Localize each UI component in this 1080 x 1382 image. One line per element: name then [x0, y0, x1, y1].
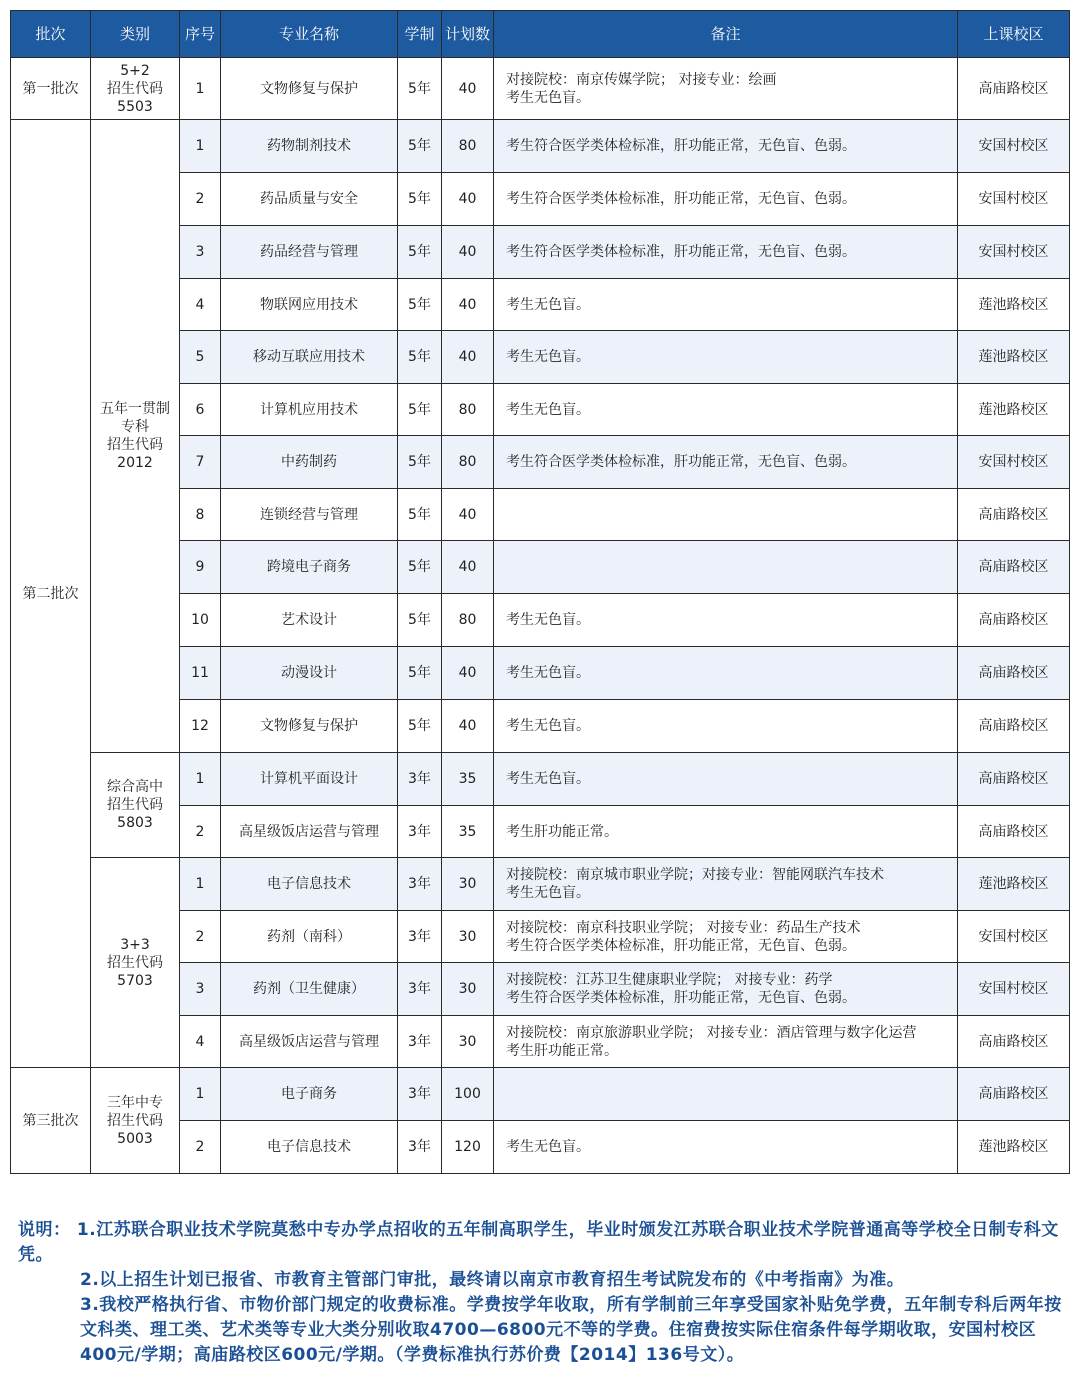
plan-cell: 40 — [442, 279, 494, 331]
category-line: 5703 — [117, 972, 153, 989]
remark-cell — [494, 963, 958, 1016]
major-cell: 计算机平面设计 — [221, 753, 398, 806]
remark-line: 考生无色盲。 — [506, 1139, 590, 1155]
campus-cell: 高庙路校区 — [958, 489, 1070, 541]
campus-cell: 安国村校区 — [958, 120, 1070, 173]
major-cell: 文物修复与保护 — [221, 700, 398, 753]
enrollment-plan-table — [10, 10, 1070, 1174]
campus-cell: 高庙路校区 — [958, 1068, 1070, 1121]
category-line: 2012 — [117, 455, 153, 471]
plan-cell: 100 — [442, 1068, 494, 1121]
remark-line: 考生无色盲。 — [506, 296, 590, 313]
major-cell: 药物制剂技术 — [221, 120, 398, 173]
category-line: 三年中专 — [107, 1094, 163, 1111]
remark-cell — [494, 1016, 958, 1068]
remark-line: 考生无色盲。 — [506, 349, 590, 365]
category-line: 5803 — [117, 815, 153, 831]
remark-line: 考生无色盲。 — [506, 401, 590, 418]
remark-line: 对接院校：南京科技职业学院； 对接专业：药品生产技术 — [506, 919, 861, 936]
campus-cell: 安国村校区 — [958, 911, 1070, 963]
batch-cell — [11, 120, 91, 1068]
remark-cell — [494, 806, 958, 858]
plan-cell: 40 — [442, 647, 494, 700]
remark-line: 对接院校：江苏卫生健康职业学院； 对接专业：药学 — [506, 972, 833, 988]
seq-cell: 4 — [180, 279, 221, 331]
campus-cell: 安国村校区 — [958, 436, 1070, 489]
major-cell: 文物修复与保护 — [221, 58, 398, 120]
category-line: 综合高中 — [107, 779, 163, 795]
remark-cell — [494, 331, 958, 384]
duration-cell: 3年 — [398, 1068, 442, 1121]
remark-line: 对接院校：南京城市职业学院；对接专业：智能网联汽车技术 — [506, 867, 884, 883]
remark-cell — [494, 700, 958, 753]
campus-cell: 高庙路校区 — [958, 700, 1070, 753]
header-campus: 上课校区 — [958, 11, 1070, 58]
seq-cell: 8 — [180, 489, 221, 541]
campus-cell: 高庙路校区 — [958, 753, 1070, 806]
remark-line: 考生符合医学类体检标准，肝功能正常，无色盲、色弱。 — [506, 454, 856, 470]
batch-label: 第一批次 — [22, 80, 79, 97]
seq-cell: 6 — [180, 384, 221, 436]
remark-line: 考生肝功能正常。 — [506, 823, 618, 840]
category-cell — [91, 58, 180, 120]
plan-cell: 80 — [442, 594, 494, 647]
major-cell: 移动互联应用技术 — [221, 331, 398, 384]
major-cell: 跨境电子商务 — [221, 541, 398, 594]
remark-cell — [494, 1121, 958, 1174]
remark-line: 考生无色盲。 — [506, 885, 590, 901]
major-cell: 药品质量与安全 — [221, 173, 398, 226]
major-cell: 电子商务 — [221, 1068, 398, 1121]
remark-cell — [494, 753, 958, 806]
remark-line: 考生无色盲。 — [506, 718, 590, 734]
duration-cell: 3年 — [398, 1121, 442, 1174]
campus-cell: 莲池路校区 — [958, 1121, 1070, 1174]
major-cell: 连锁经营与管理 — [221, 489, 398, 541]
remark-line: 考生符合医学类体检标准，肝功能正常，无色盲、色弱。 — [506, 937, 856, 954]
seq-cell: 1 — [180, 120, 221, 173]
seq-cell: 1 — [180, 753, 221, 806]
seq-cell: 2 — [180, 911, 221, 963]
remark-line: 考生符合医学类体检标准，肝功能正常，无色盲、色弱。 — [506, 191, 856, 207]
duration-cell: 3年 — [398, 963, 442, 1016]
plan-cell: 30 — [442, 858, 494, 911]
duration-cell: 3年 — [398, 858, 442, 911]
seq-cell: 7 — [180, 436, 221, 489]
seq-cell: 2 — [180, 1121, 221, 1174]
major-cell: 物联网应用技术 — [221, 279, 398, 331]
duration-cell: 5年 — [398, 436, 442, 489]
remark-line: 考生肝功能正常。 — [506, 1042, 618, 1059]
major-cell: 电子信息技术 — [221, 858, 398, 911]
remark-cell — [494, 120, 958, 173]
campus-cell: 莲池路校区 — [958, 279, 1070, 331]
plan-cell: 40 — [442, 331, 494, 384]
category-line: 5+2 — [120, 62, 150, 79]
category-line: 招生代码 — [107, 80, 163, 97]
category-line: 招生代码 — [107, 437, 163, 453]
plan-cell: 40 — [442, 700, 494, 753]
remark-cell — [494, 58, 958, 120]
remark-line: 对接院校：南京传媒学院； 对接专业：绘画 — [506, 71, 777, 88]
major-cell: 药剂（南科） — [221, 911, 398, 963]
remark-cell — [494, 911, 958, 963]
remark-line: 考生符合医学类体检标准，肝功能正常，无色盲、色弱。 — [506, 244, 856, 260]
note-line: 3.我校严格执行省、市物价部门规定的收费标准。学费按学年收取，所有学制前三年享受国家补贴免学费，五年制专科后两年按文科类、理工类、艺术类等专业大类分别收取4700—6800元不等的学费。住宿费按实际住宿条件每学期收取，安国村校区400元/学期；高庙路校区600元/学期。（学费标准执行苏价费【2014】136号文）。 — [80, 1295, 1062, 1365]
header-plan: 计划数 — [442, 11, 494, 58]
category-line: 3+3 — [120, 936, 150, 953]
duration-cell: 5年 — [398, 173, 442, 226]
batch-cell — [11, 1068, 91, 1174]
plan-cell: 80 — [442, 120, 494, 173]
header-batch: 批次 — [11, 11, 91, 58]
campus-cell: 高庙路校区 — [958, 541, 1070, 594]
remark-cell — [494, 1068, 958, 1121]
duration-cell: 3年 — [398, 753, 442, 806]
plan-cell: 30 — [442, 963, 494, 1016]
header-duration: 学制 — [398, 11, 442, 58]
category-line: 五年一贯制 — [100, 401, 170, 417]
major-cell: 计算机应用技术 — [221, 384, 398, 436]
plan-cell: 120 — [442, 1121, 494, 1174]
campus-cell: 莲池路校区 — [958, 858, 1070, 911]
seq-cell: 4 — [180, 1016, 221, 1068]
major-cell: 艺术设计 — [221, 594, 398, 647]
remark-line: 考生无色盲。 — [506, 665, 590, 681]
campus-cell: 高庙路校区 — [958, 594, 1070, 647]
table-row — [11, 120, 1070, 173]
duration-cell: 5年 — [398, 647, 442, 700]
campus-cell: 高庙路校区 — [958, 647, 1070, 700]
plan-cell: 30 — [442, 911, 494, 963]
seq-cell: 9 — [180, 541, 221, 594]
campus-cell: 安国村校区 — [958, 963, 1070, 1016]
plan-cell: 40 — [442, 489, 494, 541]
category-line: 5003 — [117, 1130, 153, 1147]
campus-cell: 高庙路校区 — [958, 806, 1070, 858]
plan-cell: 30 — [442, 1016, 494, 1068]
table-header-row — [11, 11, 1070, 58]
remark-cell — [494, 226, 958, 279]
major-cell: 药剂（卫生健康） — [221, 963, 398, 1016]
category-cell — [91, 753, 180, 858]
remark-cell — [494, 647, 958, 700]
duration-cell: 5年 — [398, 384, 442, 436]
duration-cell: 5年 — [398, 331, 442, 384]
duration-cell: 5年 — [398, 700, 442, 753]
table-body — [11, 58, 1070, 1174]
plan-cell: 35 — [442, 753, 494, 806]
duration-cell: 5年 — [398, 120, 442, 173]
remark-cell — [494, 279, 958, 331]
table-row — [11, 753, 1070, 806]
major-cell: 药品经营与管理 — [221, 226, 398, 279]
duration-cell: 5年 — [398, 279, 442, 331]
category-cell — [91, 120, 180, 753]
header-major: 专业名称 — [221, 11, 398, 58]
remark-line: 考生无色盲。 — [506, 612, 590, 628]
category-line: 招生代码 — [107, 954, 163, 971]
campus-cell: 高庙路校区 — [958, 1016, 1070, 1068]
plan-cell: 40 — [442, 173, 494, 226]
remark-line: 考生符合医学类体检标准，肝功能正常，无色盲、色弱。 — [506, 138, 856, 154]
batch-cell — [11, 58, 91, 120]
duration-cell: 3年 — [398, 911, 442, 963]
remark-cell — [494, 541, 958, 594]
major-cell: 动漫设计 — [221, 647, 398, 700]
seq-cell: 1 — [180, 58, 221, 120]
duration-cell: 5年 — [398, 489, 442, 541]
seq-cell: 2 — [180, 806, 221, 858]
campus-cell: 莲池路校区 — [958, 384, 1070, 436]
duration-cell: 3年 — [398, 1016, 442, 1068]
duration-cell: 5年 — [398, 594, 442, 647]
remark-line: 考生无色盲。 — [506, 771, 590, 787]
remark-cell — [494, 489, 958, 541]
campus-cell: 莲池路校区 — [958, 331, 1070, 384]
table-row — [11, 1068, 1070, 1121]
note-line: 2.以上招生计划已报省、市教育主管部门审批，最终请以南京市教育招生考试院发布的《中考指南》为准。 — [80, 1270, 905, 1290]
seq-cell: 10 — [180, 594, 221, 647]
remark-cell — [494, 436, 958, 489]
major-cell: 高星级饭店运营与管理 — [221, 806, 398, 858]
remark-line: 考生无色盲。 — [506, 89, 590, 106]
remark-line: 对接院校：南京旅游职业学院； 对接专业：酒店管理与数字化运营 — [506, 1024, 917, 1041]
category-line: 招生代码 — [107, 797, 163, 813]
remark-line: 考生符合医学类体检标准，肝功能正常，无色盲、色弱。 — [506, 990, 856, 1006]
batch-label: 第二批次 — [22, 585, 79, 602]
duration-cell: 5年 — [398, 226, 442, 279]
category-line: 招生代码 — [107, 1112, 163, 1129]
seq-cell: 1 — [180, 858, 221, 911]
plan-cell: 35 — [442, 806, 494, 858]
seq-cell: 1 — [180, 1068, 221, 1121]
header-remark: 备注 — [494, 11, 958, 58]
plan-cell: 40 — [442, 58, 494, 120]
duration-cell: 3年 — [398, 806, 442, 858]
campus-cell: 安国村校区 — [958, 226, 1070, 279]
batch-label: 第三批次 — [22, 1112, 79, 1129]
seq-cell: 2 — [180, 173, 221, 226]
campus-cell: 安国村校区 — [958, 173, 1070, 226]
plan-cell: 80 — [442, 436, 494, 489]
header-category: 类别 — [91, 11, 180, 58]
duration-cell: 5年 — [398, 58, 442, 120]
plan-cell: 40 — [442, 541, 494, 594]
category-cell — [91, 1068, 180, 1174]
category-cell — [91, 858, 180, 1068]
notes-section — [18, 1218, 1064, 1368]
remark-cell — [494, 594, 958, 647]
remark-cell — [494, 173, 958, 226]
plan-cell: 80 — [442, 384, 494, 436]
seq-cell: 3 — [180, 226, 221, 279]
seq-cell: 3 — [180, 963, 221, 1016]
campus-cell: 高庙路校区 — [958, 58, 1070, 120]
major-cell: 电子信息技术 — [221, 1121, 398, 1174]
remark-cell — [494, 384, 958, 436]
major-cell: 中药制药 — [221, 436, 398, 489]
category-line: 专科 — [121, 419, 149, 435]
seq-cell: 11 — [180, 647, 221, 700]
seq-cell: 12 — [180, 700, 221, 753]
major-cell: 高星级饭店运营与管理 — [221, 1016, 398, 1068]
plan-cell: 40 — [442, 226, 494, 279]
seq-cell: 5 — [180, 331, 221, 384]
duration-cell: 5年 — [398, 541, 442, 594]
table-row — [11, 858, 1070, 911]
table-row — [11, 58, 1070, 120]
header-seq: 序号 — [180, 11, 221, 58]
category-line: 5503 — [117, 98, 153, 115]
remark-cell — [494, 858, 958, 911]
note-line: 说明： 1.江苏联合职业技术学院莫愁中专办学点招收的五年制高职学生，毕业时颁发江苏联合职业技术学院普通高等学校全日制专科文凭。 — [18, 1220, 1059, 1265]
